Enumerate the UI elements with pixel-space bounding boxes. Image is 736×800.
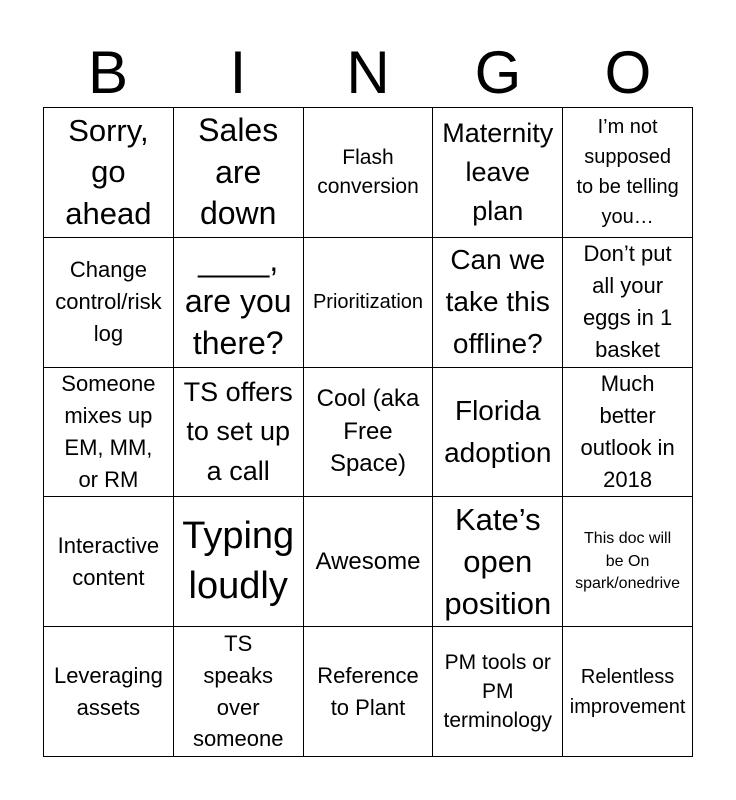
bingo-cell[interactable] (433, 497, 563, 627)
bingo-cell-text: Sorry, go ahead (65, 112, 152, 232)
bingo-cell[interactable] (433, 238, 563, 368)
bingo-cell[interactable] (304, 108, 434, 238)
bingo-cell[interactable] (433, 368, 563, 498)
bingo-cell-text: Florida adoption (444, 394, 552, 468)
bingo-cell[interactable] (174, 627, 304, 757)
bingo-cell-text: PM tools or PM terminology (443, 650, 553, 733)
bingo-cell-text: Awesome (315, 547, 421, 575)
bingo-cell[interactable] (44, 368, 174, 498)
bingo-cell-text: Typing loudly (182, 515, 295, 607)
bingo-cell-text: TS speaks over someone (192, 630, 284, 752)
header-letter-g: G (474, 39, 522, 106)
bingo-cell[interactable] (563, 627, 693, 757)
header-letter-o: O (604, 39, 652, 106)
bingo-cell[interactable] (174, 497, 304, 627)
header-letter-n: N (346, 39, 390, 106)
bingo-cell[interactable] (44, 238, 174, 368)
bingo-cell[interactable] (44, 108, 174, 238)
bingo-cell[interactable] (304, 627, 434, 757)
bingo-grid (43, 107, 693, 757)
bingo-cell-text: ____, are you there? (184, 241, 292, 361)
bingo-cell-text: Don’t put all your eggs in 1 basket (582, 241, 673, 363)
bingo-cell[interactable] (433, 627, 563, 757)
bingo-cell-text: Change control/risk log (55, 257, 162, 347)
bingo-cell-text: Flash conversion (317, 146, 419, 199)
header-letter-b: B (87, 39, 129, 106)
bingo-cell-text: Cool (aka Free Space) (316, 385, 420, 478)
bingo-cell[interactable] (44, 497, 174, 627)
header-letter-i: I (229, 39, 247, 106)
bingo-cell[interactable] (174, 238, 304, 368)
bingo-cell-text: Someone mixes up EM, MM, or RM (61, 371, 156, 492)
bingo-cell[interactable] (174, 368, 304, 498)
bingo-cell-text: TS offers to set up a call (183, 377, 293, 486)
bingo-cell-text: Interactive content (57, 532, 160, 590)
bingo-cell-text: I’m not supposed to be telling you… (576, 116, 679, 229)
bingo-cell-text: Can we take this offline? (445, 244, 550, 360)
bingo-cell-text: Leveraging assets (53, 662, 163, 720)
bingo-cell[interactable] (563, 368, 693, 498)
bingo-cell-text: Sales are down (198, 112, 279, 232)
bingo-cell-text: Much better outlook in 2018 (580, 371, 675, 492)
bingo-cell[interactable] (563, 497, 693, 627)
bingo-cell-text: Prioritization (312, 291, 424, 314)
bingo-cell[interactable] (304, 497, 434, 627)
bingo-cell-text: Relentless improvement (569, 665, 686, 718)
bingo-cell-text: This doc will be On spark/onedrive (575, 530, 681, 592)
bingo-cell-text: Reference to Plant (317, 662, 419, 720)
bingo-cell-text: Maternity leave plan (442, 117, 554, 226)
bingo-cell[interactable] (44, 627, 174, 757)
bingo-cell[interactable] (174, 108, 304, 238)
bingo-cell[interactable] (433, 108, 563, 238)
bingo-cell[interactable] (563, 108, 693, 238)
bingo-cell free-space[interactable] (304, 368, 434, 498)
bingo-header (43, 40, 693, 106)
bingo-cell[interactable] (304, 238, 434, 368)
bingo-cell-text: Kate’s open position (444, 502, 552, 621)
bingo-cell[interactable] (563, 238, 693, 368)
